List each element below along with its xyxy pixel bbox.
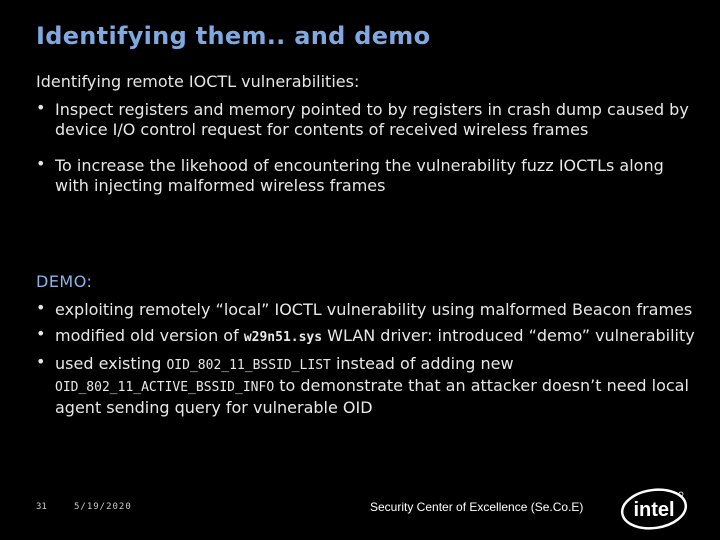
bullet-icon: • [36,352,46,371]
oid-code: OID_802_11_ACTIVE_BSSID_INFO [55,380,275,395]
bullet-icon: • [36,154,46,173]
bullet-icon: • [36,298,46,317]
demo-item-text: instead of adding new [330,354,514,373]
driver-filename: w29n51.sys [243,330,323,345]
page-number: 31 [36,502,47,512]
bullet-list [36,100,696,196]
demo-item-text: modified old version of [55,326,244,345]
demo-item-text: to demonstrate that an attacker doesn’t need local agent sending query for vulnerable OID [55,376,689,417]
oid-code: OID_802_11_BSSID_LIST [166,358,331,373]
bullet-icon: • [36,324,46,343]
intel-logo-icon [618,484,690,532]
logo-wordmark: intel [633,499,675,521]
intro-heading: Identifying remote IOCTL vulnerabilities: [36,72,360,91]
slide-date: 5/19/2020 [74,502,132,512]
demo-item [36,354,696,418]
footer-center-text: Security Center of Excellence (Se.Co.E) [370,500,584,514]
bullet-item [36,156,696,196]
demo-list [36,300,696,418]
demo-heading: DEMO: [36,272,93,291]
bullet-text: To increase the likehood of encountering the vulnerability fuzz IOCTLs along with injecting malformed wireless frames [55,156,664,195]
slide-title: Identifying them.. and demo [36,22,431,50]
slide-body [36,72,696,196]
demo-item [36,300,696,320]
demo-item-text: used existing [55,354,167,373]
demo-item [36,326,696,348]
demo-item-text: exploiting remotely “local” IOCTL vulnerability using malformed Beacon frames [55,300,693,319]
slide-footer [0,470,720,540]
bullet-text: Inspect registers and memory pointed to by registers in crash dump caused by device I/O control request for contents of received wireless frames [55,100,689,139]
bullet-icon: • [36,98,46,117]
demo-item-text: WLAN driver: introduced “demo” vulnerability [322,326,695,345]
bullet-item [36,100,696,140]
